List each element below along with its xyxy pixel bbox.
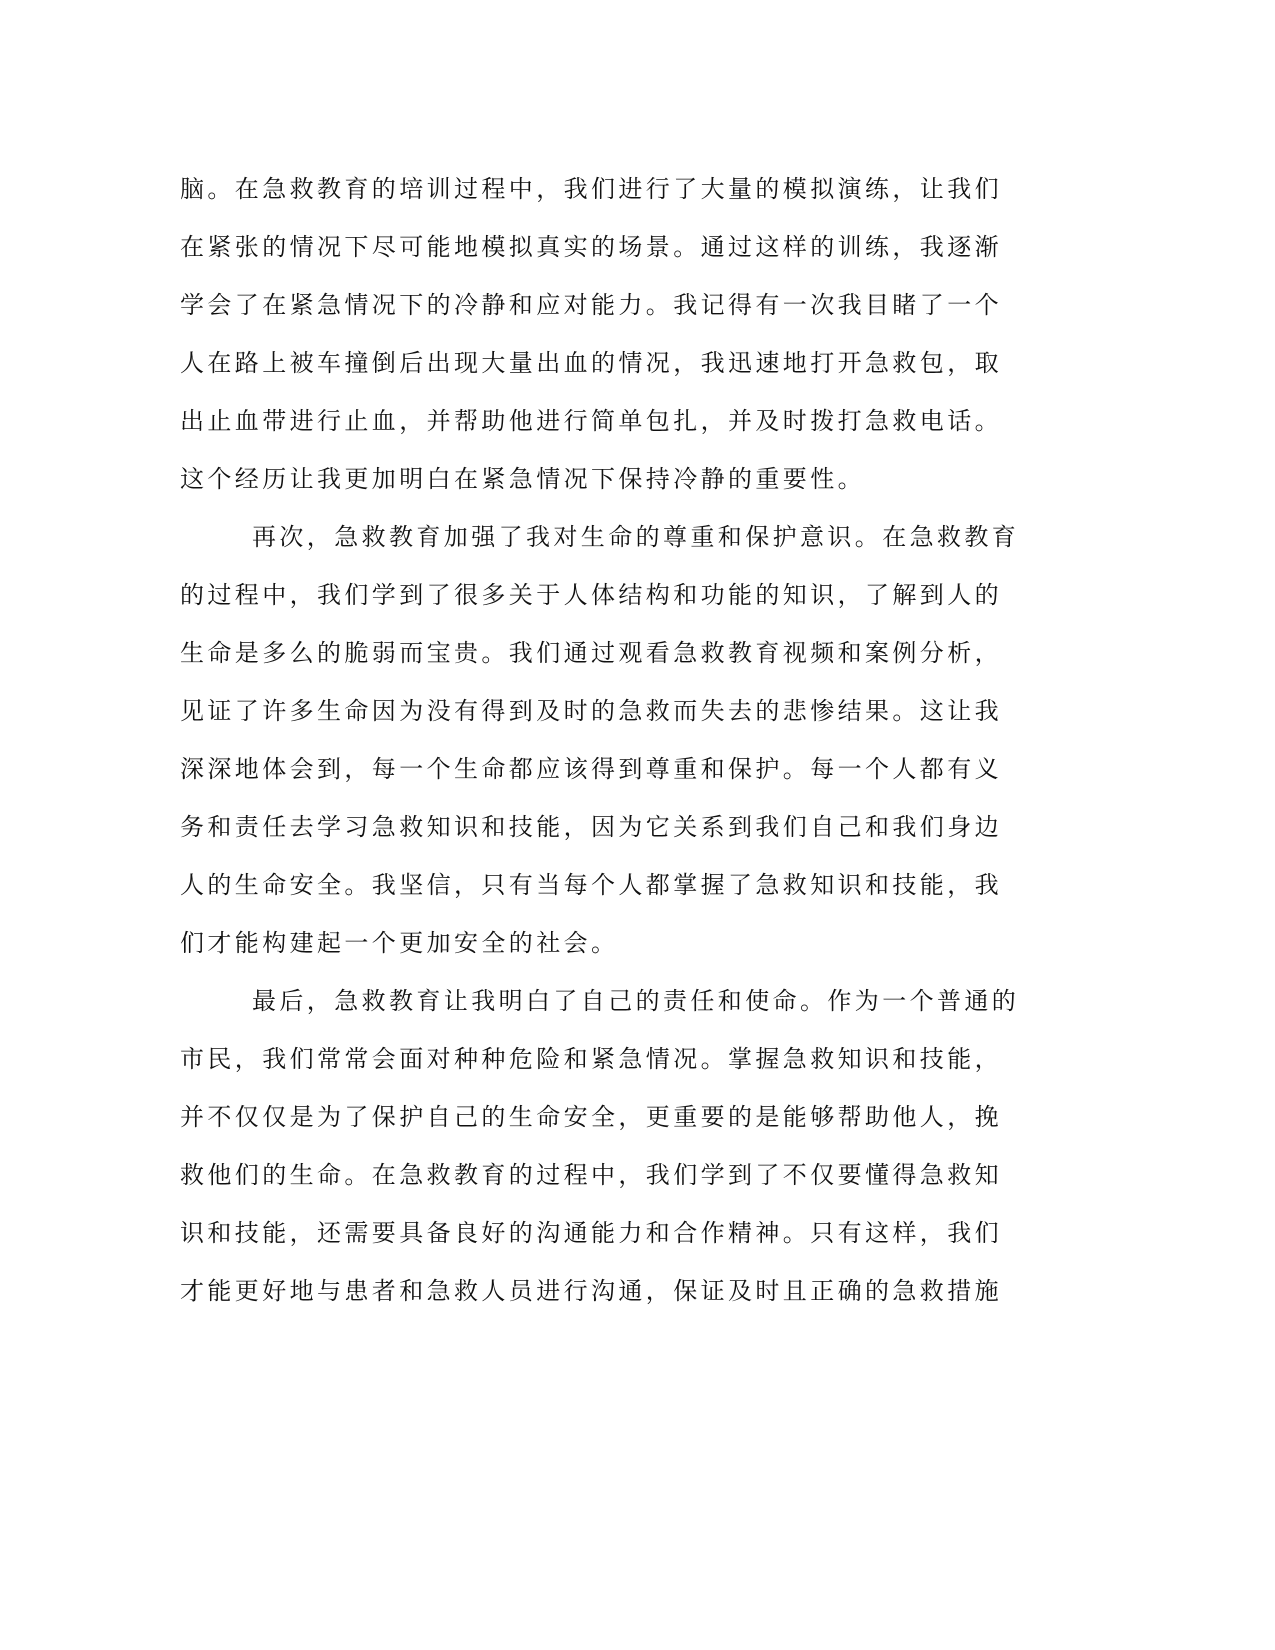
text-line: 见证了许多生命因为没有得到及时的急救而失去的悲惨结果。这让我 — [180, 697, 1002, 725]
text-line: 这个经历让我更加明白在紧急情况下保持冷静的重要性。 — [180, 465, 865, 493]
text-line: 深深地体会到，每一个生命都应该得到尊重和保护。每一个人都有义 — [180, 755, 1002, 783]
text-line: 出止血带进行止血，并帮助他进行简单包扎，并及时拨打急救电话。 — [180, 407, 1002, 435]
text-line: 生命是多么的脆弱而宝贵。我们通过观看急救教育视频和案例分析， — [180, 639, 1002, 667]
text-line: 脑。在急救教育的培训过程中，我们进行了大量的模拟演练，让我们 — [180, 175, 1002, 203]
text-line: 的过程中，我们学到了很多关于人体结构和功能的知识，了解到人的 — [180, 581, 1002, 609]
text-line: 们才能构建起一个更加安全的社会。 — [180, 929, 619, 957]
text-line: 救他们的生命。在急救教育的过程中，我们学到了不仅要懂得急救知 — [180, 1161, 1002, 1189]
paragraph-start-line: 最后，急救教育让我明白了自己的责任和使命。作为一个普通的 — [252, 987, 1020, 1015]
text-line: 并不仅仅是为了保护自己的生命安全，更重要的是能够帮助他人，挽 — [180, 1103, 1002, 1131]
paragraph-start-line: 再次，急救教育加强了我对生命的尊重和保护意识。在急救教育 — [252, 523, 1020, 551]
text-line: 识和技能，还需要具备良好的沟通能力和合作精神。只有这样，我们 — [180, 1219, 1002, 1247]
text-line: 务和责任去学习急救知识和技能，因为它关系到我们自己和我们身边 — [180, 813, 1002, 841]
text-line: 才能更好地与患者和急救人员进行沟通，保证及时且正确的急救措施 — [180, 1277, 1002, 1305]
body-text — [180, 160, 1060, 1320]
text-line: 人在路上被车撞倒后出现大量出血的情况，我迅速地打开急救包，取 — [180, 349, 1002, 377]
text-line: 人的生命安全。我坚信，只有当每个人都掌握了急救知识和技能，我 — [180, 871, 1002, 899]
text-line: 在紧张的情况下尽可能地模拟真实的场景。通过这样的训练，我逐渐 — [180, 233, 1002, 261]
text-line: 市民，我们常常会面对种种危险和紧急情况。掌握急救知识和技能， — [180, 1045, 1002, 1073]
text-line: 学会了在紧急情况下的冷静和应对能力。我记得有一次我目睹了一个 — [180, 291, 1002, 319]
